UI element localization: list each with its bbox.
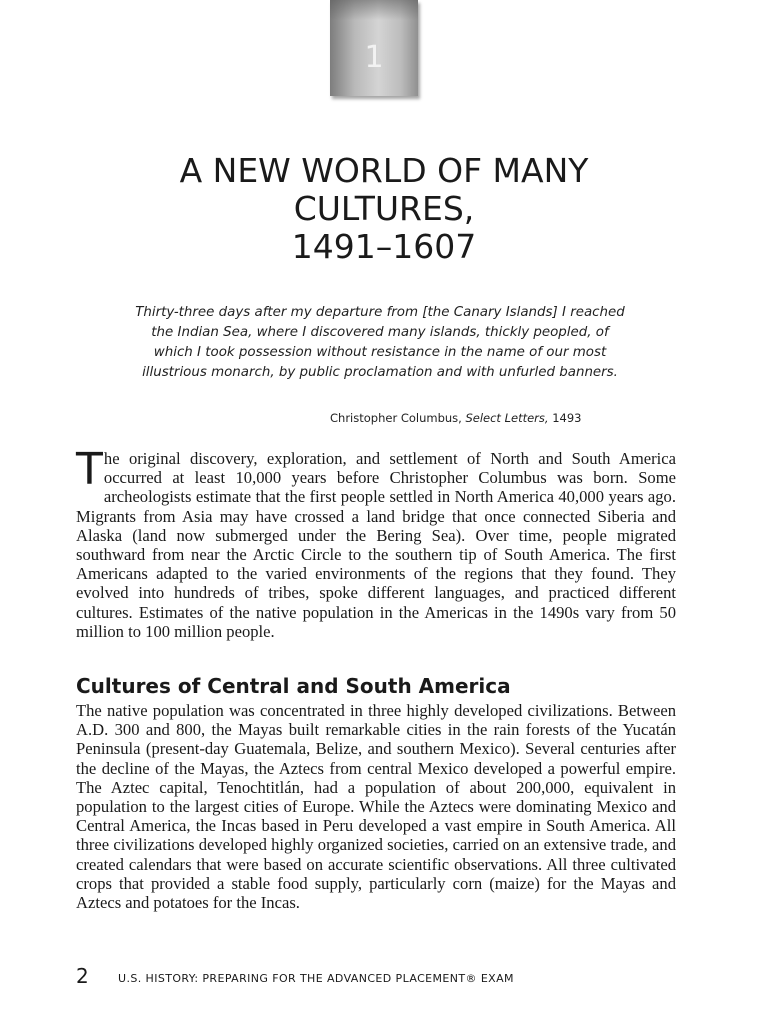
intro-paragraph (76, 444, 676, 641)
section-heading: Cultures of Central and South America (76, 674, 511, 698)
chapter-title-line: 1491–1607 (291, 227, 477, 266)
attribution-work: Select Letters, (465, 411, 549, 425)
attribution-author: Christopher Columbus, (330, 411, 462, 425)
epigraph-quote: Thirty-three days after my departure from [the Canary Islands] I reached the Indian Sea, where I discovered many islands, thickly peopled, of which I took possession without resistance in the name of our most illustrious monarch, by public proclamation and with unfurled banners. (135, 305, 625, 380)
drop-cap: T (76, 444, 103, 495)
intro-paragraph-text: he original discovery, exploration, and settlement of North and South America occurred at least 10,000 years before Christopher Columbus was born. Some archeologists estimate that the first people settled in North America 40,000 years ago. Migrants from Asia may have crossed a land bridge that once connected Siberia and Alaska (land now submerged under the Bering Sea). Over time, people migrated southward from near the Arctic Circle to the southern tip of South America. The first Americans adapted to the varied environments of the regions that they found. They evolved into hundreds of tribes, spoke different languages, and practiced different cultures. Estimates of the native population in the Americas in the 1490s vary from 50 million to 100 million people. (76, 449, 676, 641)
chapter-title (84, 152, 684, 266)
section-paragraph: The native population was concentrated in three highly developed civilizations. Between A.D. 300 and 800, the Mayas built remarkable cities in the rain forests of the Yucatán Peninsula (present-day Guatemala, Belize, and southern Mexico). Several centuries after the decline of the Mayas, the Aztecs from central Mexico developed a powerful empire. The Aztec capital, Tenochtitlán, had a population of about 200,000, equivalent in population to the largest cities of Europe. While the Aztecs were dominating Mexico and Central America, the Incas based in Peru developed a vast empire in South America. All three civilizations developed highly organized societies, carried on an extensive trade, and created calendars that were based on accurate scientific observations. All three cultivated crops that provided a stable food supply, particularly corn (maize) for the Mayas and Aztecs and potatoes for the Incas. (76, 701, 676, 913)
chapter-title-line: A NEW WORLD OF MANY (179, 151, 589, 190)
page-number: 2 (76, 964, 89, 988)
epigraph-attribution (330, 411, 582, 425)
attribution-year: 1493 (552, 411, 582, 425)
chapter-number: 1 (364, 40, 384, 75)
chapter-tab (330, 0, 418, 96)
chapter-title-line: CULTURES, (293, 189, 475, 228)
running-head: U.S. HISTORY: PREPARING FOR THE ADVANCED PLACEMENT® EXAM (118, 972, 514, 985)
